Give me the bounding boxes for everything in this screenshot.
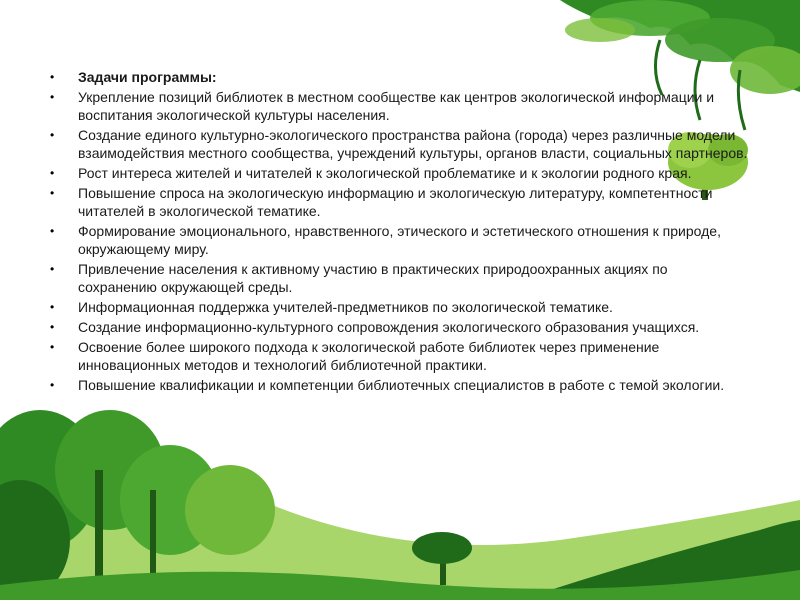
task-item bbox=[50, 376, 750, 394]
bullet-icon: • bbox=[50, 70, 55, 84]
bullet-icon: • bbox=[50, 186, 55, 200]
task-item-text: Создание единого культурно-экологического пространства района (города) через различные модели взаимодействия местного сообщества, учреждений культуры, органов власти, социальных партнеров. bbox=[78, 127, 748, 161]
bullet-icon: • bbox=[50, 320, 55, 334]
task-item bbox=[50, 88, 750, 124]
bullet-icon: • bbox=[50, 166, 55, 180]
bullet-icon: • bbox=[50, 262, 55, 276]
task-item bbox=[50, 318, 750, 336]
task-item-text: Рост интереса жителей и читателей к экологической проблематике и к экологии родного края. bbox=[78, 165, 692, 181]
task-item bbox=[50, 184, 750, 220]
task-item bbox=[50, 126, 750, 162]
task-item-text: Формирование эмоционального, нравственного, этического и эстетического отношения к природе, окружающему миру. bbox=[78, 223, 721, 257]
bullet-icon: • bbox=[50, 90, 55, 104]
bullet-icon: • bbox=[50, 378, 55, 392]
task-item-text: Повышение спроса на экологическую информацию и экологическую литературу, компетентности читателей в экологической тематике. bbox=[78, 185, 713, 219]
tasks-heading-text: Задачи программы: bbox=[78, 69, 217, 85]
task-item-text: Укрепление позиций библиотек в местном сообществе как центров экологической информации и воспитания экологической культуры населения. bbox=[78, 89, 715, 123]
task-item-text: Создание информационно-культурного сопровождения экологического образования учащихся. bbox=[78, 319, 700, 335]
bullet-icon: • bbox=[50, 340, 55, 354]
task-item-text: Привлечение населения к активному участию в практических природоохранных акциях по сохранению окружающей среды. bbox=[78, 261, 668, 295]
bullet-icon: • bbox=[50, 300, 55, 314]
task-item bbox=[50, 260, 750, 296]
bullet-icon: • bbox=[50, 224, 55, 238]
bottom-forest-illustration bbox=[0, 410, 800, 600]
bullet-icon: • bbox=[50, 128, 55, 142]
task-item-text: Повышение квалификации и компетенции библиотечных специалистов в работе с темой экологии. bbox=[78, 377, 725, 393]
task-item bbox=[50, 222, 750, 258]
task-item-text: Информационная поддержка учителей-предметников по экологической тематике. bbox=[78, 299, 613, 315]
task-item-text: Освоение более широкого подхода к экологической работе библиотек через применение инновационных методов и технологий библиотечной практики. bbox=[78, 339, 660, 373]
task-item bbox=[50, 298, 750, 316]
task-item bbox=[50, 164, 750, 182]
tasks-list bbox=[50, 68, 750, 396]
tasks-heading bbox=[50, 68, 750, 86]
task-item bbox=[50, 338, 750, 374]
